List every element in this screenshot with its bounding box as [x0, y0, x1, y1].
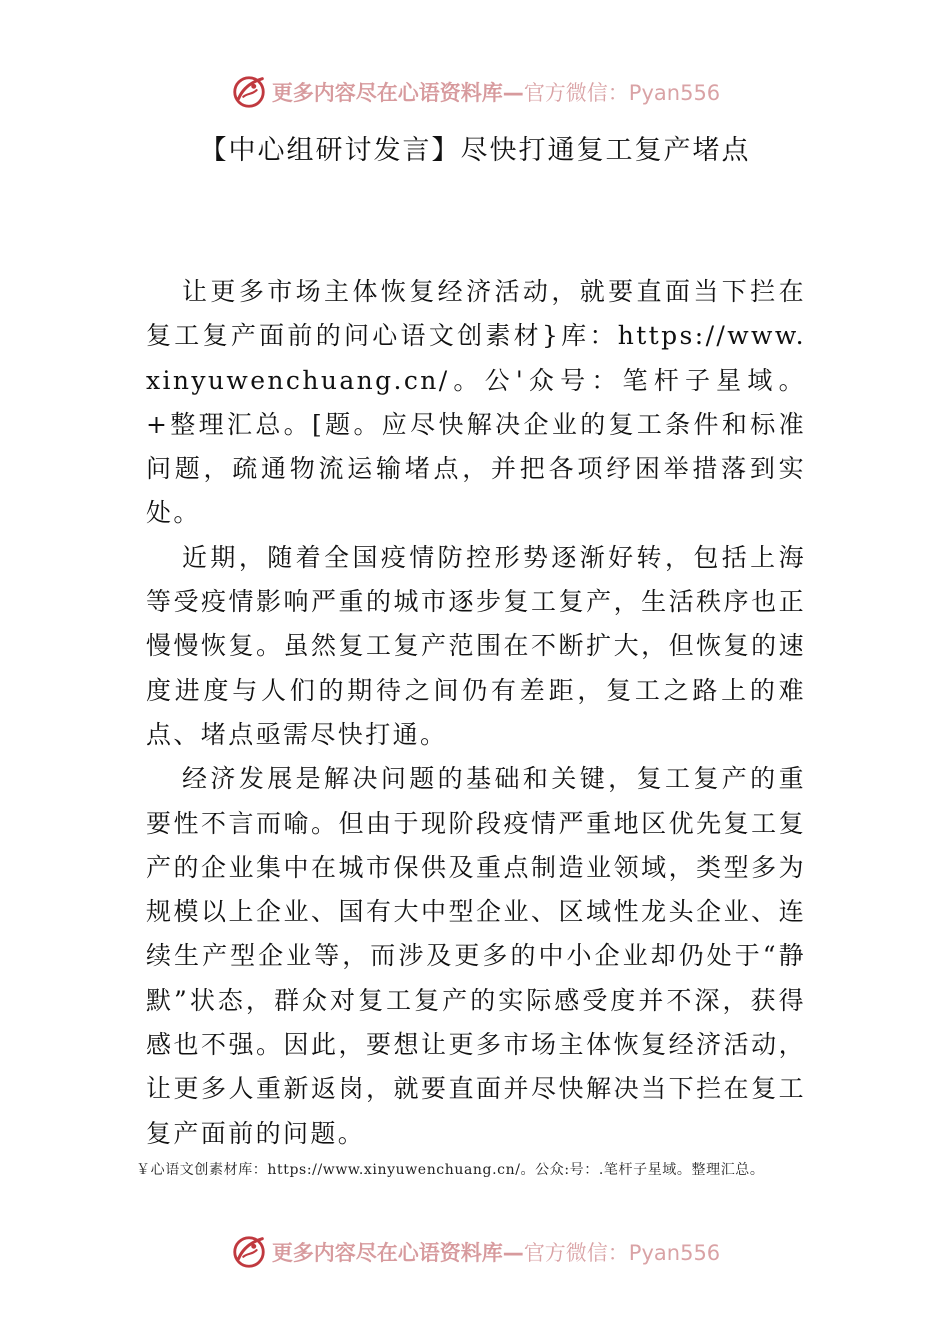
header-banner-wechat: 官方微信：Pyan556	[523, 81, 721, 105]
logo-icon	[230, 73, 268, 111]
header-banner	[0, 70, 950, 114]
footer-banner-text	[272, 1237, 720, 1267]
header-banner-text	[272, 77, 720, 107]
footer-banner-main: 更多内容尽在心语资料库—	[271, 1241, 524, 1265]
footer-banner	[0, 1230, 950, 1274]
document-body	[146, 270, 806, 1156]
paragraph-1: 让更多市场主体恢复经济活动，就要直面当下拦在复工复产面前的问心语文创素材}库：https://www.xinyuwenchuang.cn/。公'众号：笔杆子星域。+整理汇总。[题。应尽快解决企业的复工条件和标准问题，疏通物流运输堵点，并把各项纾困举措落到实处。	[146, 277, 806, 528]
header-banner-main: 更多内容尽在心语资料库—	[271, 81, 524, 105]
paragraph-3: 经济发展是解决问题的基础和关键，复工复产的重要性不言而喻。但由于现阶段疫情严重地区优先复工复产的企业集中在城市保供及重点制造业领域，类型多为规模以上企业、国有大中型企业、区域性龙头企业、连续生产型企业等，而涉及更多的中小企业却仍处于“静默”状态，群众对复工复产的实际感受度并不深，获得感也不强。因此，要想让更多市场主体恢复经济活动，让更多人重新返岗，就要直面并尽快解决当下拦在复工复产面前的问题。	[146, 764, 806, 1148]
footer-banner-wechat: 官方微信：Pyan556	[523, 1241, 721, 1265]
paragraph-2: 近期，随着全国疫情防控形势逐渐好转，包括上海等受疫情影响严重的城市逐步复工复产，生活秩序也正慢慢恢复。虽然复工复产范围在不断扩大，但恢复的速度进度与人们的期待之间仍有差距，复工之路上的难点、堵点亟需尽快打通。	[146, 542, 806, 749]
footnote: ￥心语文创素材库：https://www.xinyuwenchuang.cn/。公众:号：.笔杆子星域。整理汇总。	[136, 1162, 765, 1178]
logo-icon	[230, 1233, 268, 1271]
document-title: 【中心组研讨发言】尽快打通复工复产堵点	[199, 135, 751, 166]
